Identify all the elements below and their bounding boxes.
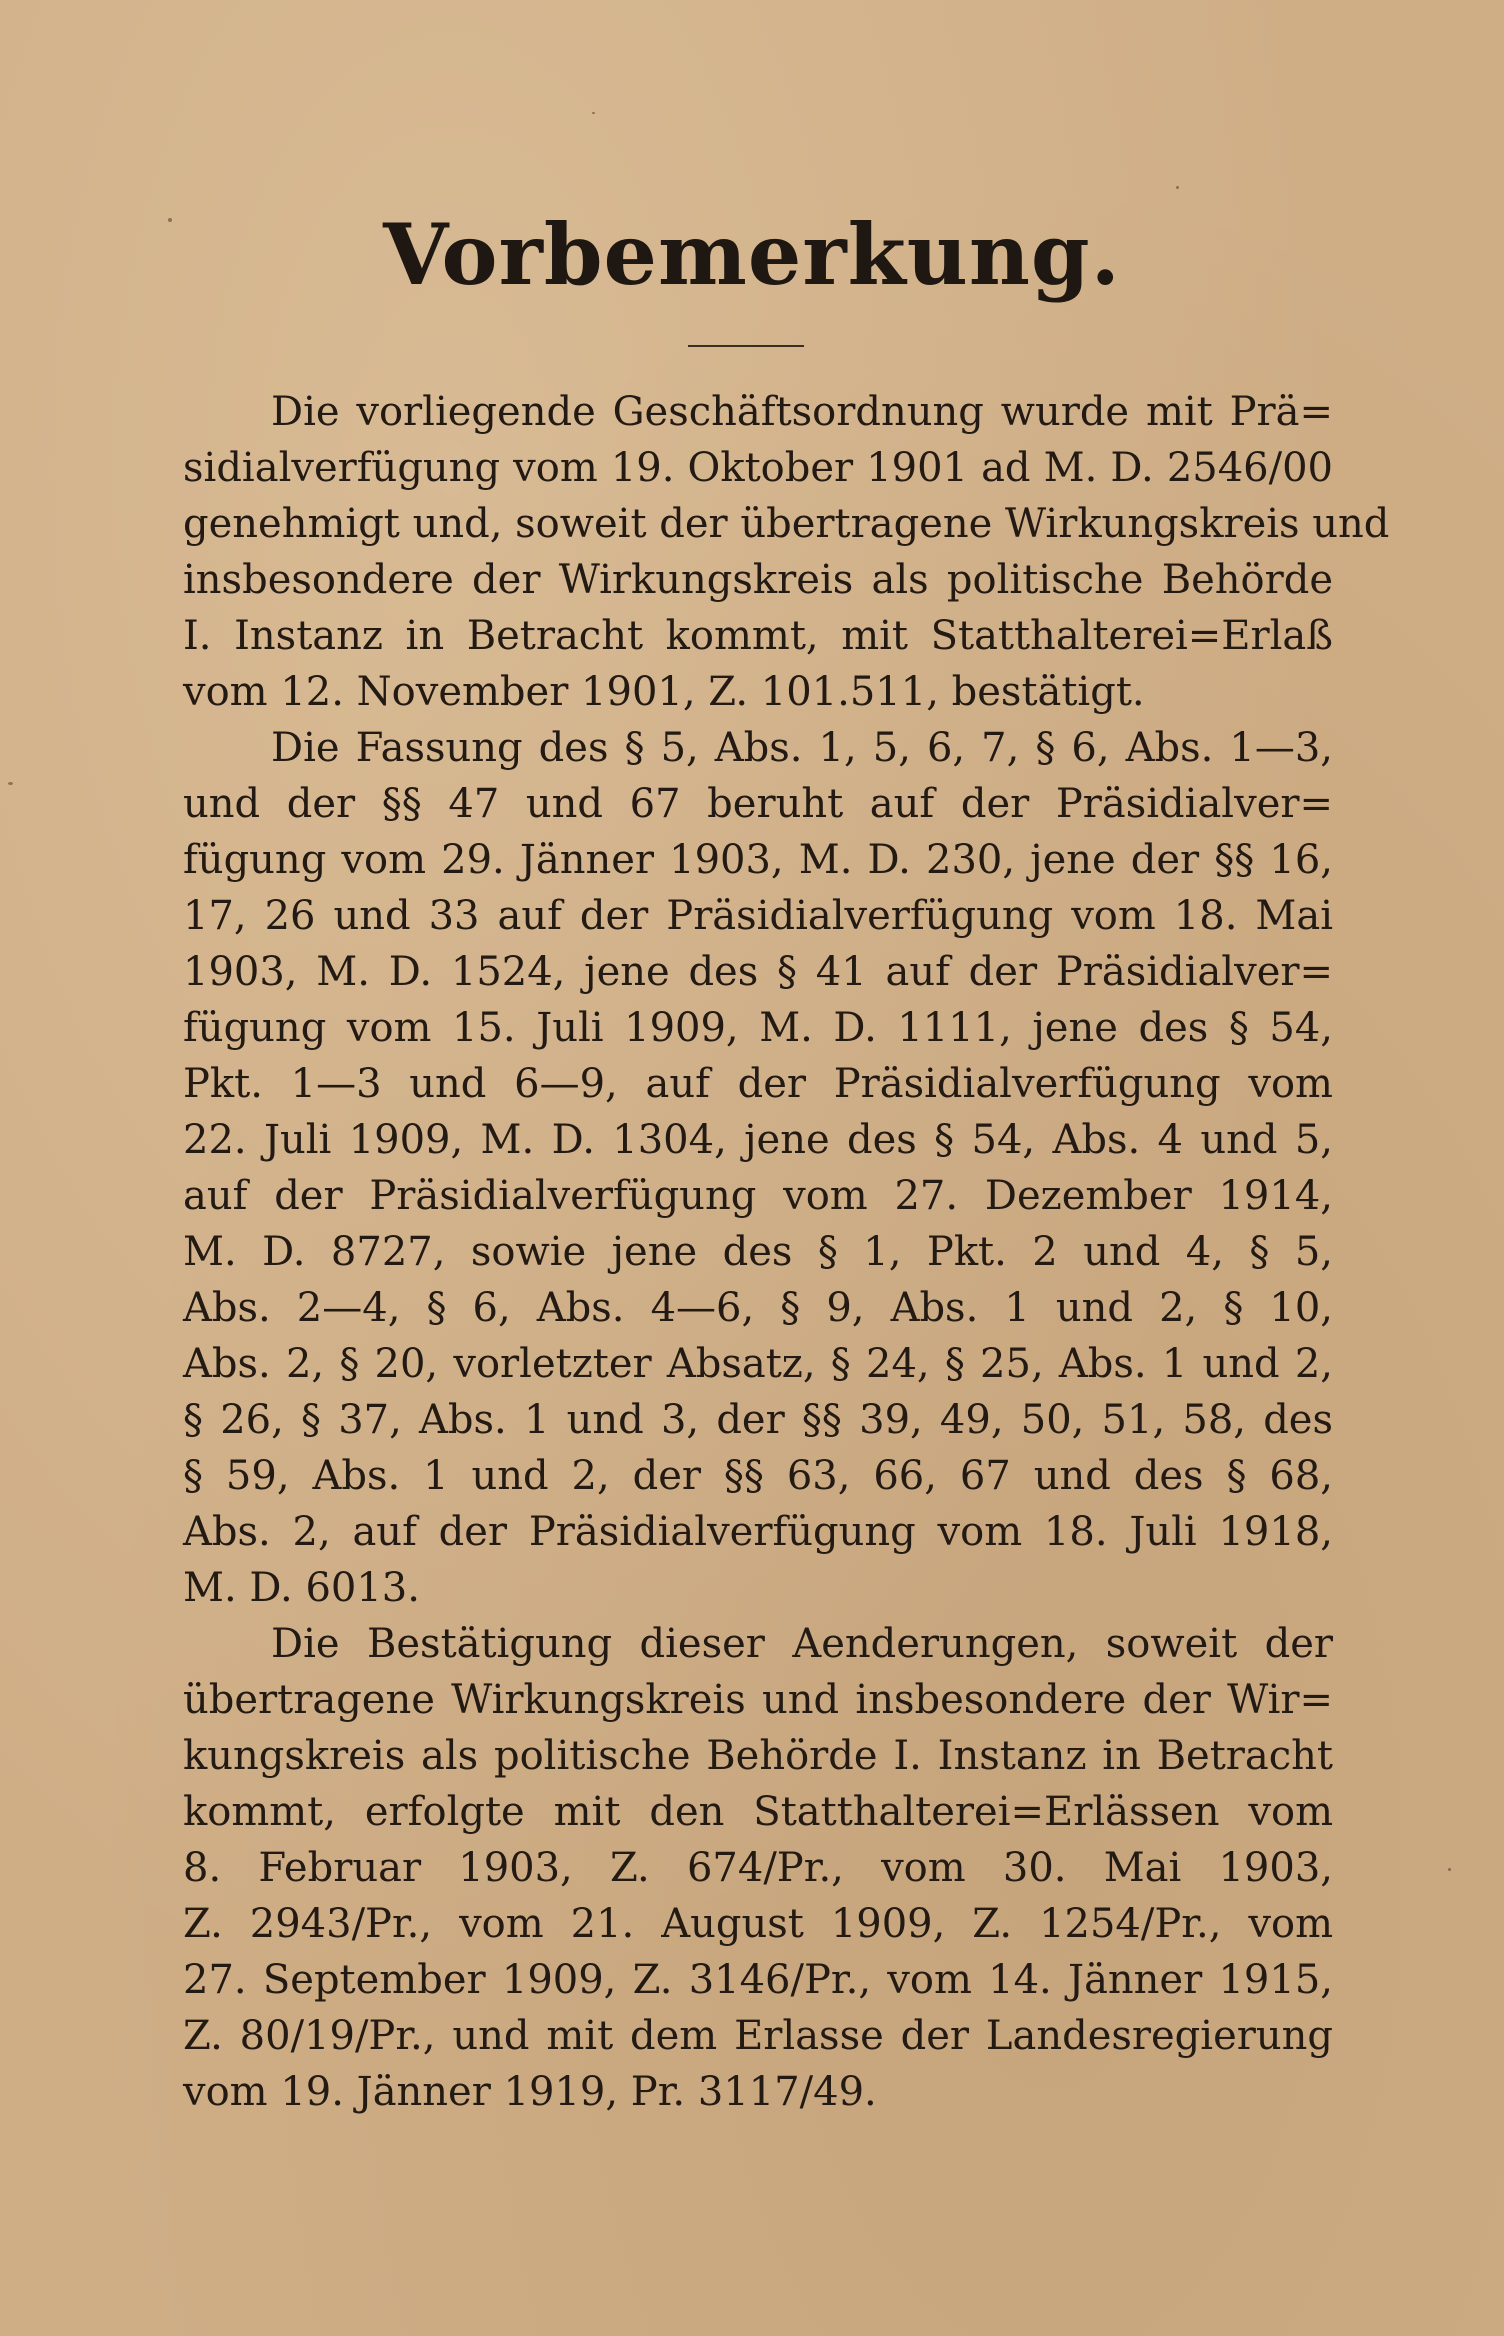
text-line: genehmigt und, soweit der übertragene Wirkungskreis und xyxy=(183,501,1390,547)
text-line: 1903, M. D. 1524, jene des § 41 auf der Präsidialver= xyxy=(183,949,1333,995)
text-line: Die Bestätigung dieser Aenderungen, soweit der xyxy=(271,1621,1333,1667)
text-line: auf der Präsidialverfügung vom 27. Dezember 1914, xyxy=(183,1173,1333,1219)
title-divider xyxy=(688,345,804,347)
text-line: 22. Juli 1909, M. D. 1304, jene des § 54, Abs. 4 und 5, xyxy=(183,1117,1333,1163)
paper-speck xyxy=(1176,186,1179,189)
text-line: Z. 2943/Pr., vom 21. August 1909, Z. 1254/Pr., vom xyxy=(183,1901,1333,1947)
text-line: I. Instanz in Betracht kommt, mit Statthalterei=Erlaß xyxy=(183,613,1333,659)
paper-speck xyxy=(592,112,595,114)
text-line: kungskreis als politische Behörde I. Instanz in Betracht xyxy=(183,1733,1333,1779)
text-line: Pkt. 1—3 und 6—9, auf der Präsidialverfügung vom xyxy=(183,1061,1333,1107)
paragraph-3 xyxy=(183,1616,1333,2120)
text-line: vom 19. Jänner 1919, Pr. 3117/49. xyxy=(183,2069,877,2115)
text-line: vom 12. November 1901, Z. 101.511, bestätigt. xyxy=(183,669,1145,715)
text-line: kommt, erfolgte mit den Statthalterei=Erlässen vom xyxy=(183,1789,1333,1835)
page-title: Vorbemerkung. xyxy=(383,205,1121,304)
paper-speck xyxy=(8,782,13,785)
text-line: Die Fassung des § 5, Abs. 1, 5, 6, 7, § 6, Abs. 1—3, xyxy=(271,725,1333,771)
text-line: Die vorliegende Geschäftsordnung wurde mit Prä= xyxy=(271,389,1333,435)
text-line: Abs. 2, § 20, vorletzter Absatz, § 24, § 25, Abs. 1 und 2, xyxy=(183,1341,1333,1387)
text-line: M. D. 6013. xyxy=(183,1565,420,1611)
paragraph-2 xyxy=(183,720,1333,1616)
text-line: fügung vom 29. Jänner 1903, M. D. 230, jene der §§ 16, xyxy=(183,837,1333,883)
text-line: und der §§ 47 und 67 beruht auf der Präsidialver= xyxy=(183,781,1333,827)
text-line: 8. Februar 1903, Z. 674/Pr., vom 30. Mai 1903, xyxy=(183,1845,1333,1891)
text-line: M. D. 8727, sowie jene des § 1, Pkt. 2 und 4, § 5, xyxy=(183,1229,1333,1275)
paper-speck xyxy=(168,218,172,222)
text-line: fügung vom 15. Juli 1909, M. D. 1111, jene des § 54, xyxy=(183,1005,1333,1051)
text-line: Abs. 2—4, § 6, Abs. 4—6, § 9, Abs. 1 und 2, § 10, xyxy=(183,1285,1333,1331)
text-line: 17, 26 und 33 auf der Präsidialverfügung vom 18. Mai xyxy=(183,893,1333,939)
text-line: Abs. 2, auf der Präsidialverfügung vom 18. Juli 1918, xyxy=(183,1509,1333,1555)
text-line: § 26, § 37, Abs. 1 und 3, der §§ 39, 49, 50, 51, 58, des xyxy=(183,1397,1333,1443)
text-line: 27. September 1909, Z. 3146/Pr., vom 14. Jänner 1915, xyxy=(183,1957,1333,2003)
text-line: übertragene Wirkungskreis und insbesondere der Wir= xyxy=(183,1677,1333,1723)
paper-speck xyxy=(1448,1868,1451,1871)
text-line: sidialverfügung vom 19. Oktober 1901 ad M. D. 2546/00 xyxy=(183,445,1333,491)
text-line: Z. 80/19/Pr., und mit dem Erlasse der Landesregierung xyxy=(183,2013,1333,2059)
text-line: § 59, Abs. 1 und 2, der §§ 63, 66, 67 und des § 68, xyxy=(183,1453,1333,1499)
text-line: insbesondere der Wirkungskreis als politische Behörde xyxy=(183,557,1333,603)
paragraph-1 xyxy=(183,384,1390,720)
body-text xyxy=(183,384,1390,2120)
